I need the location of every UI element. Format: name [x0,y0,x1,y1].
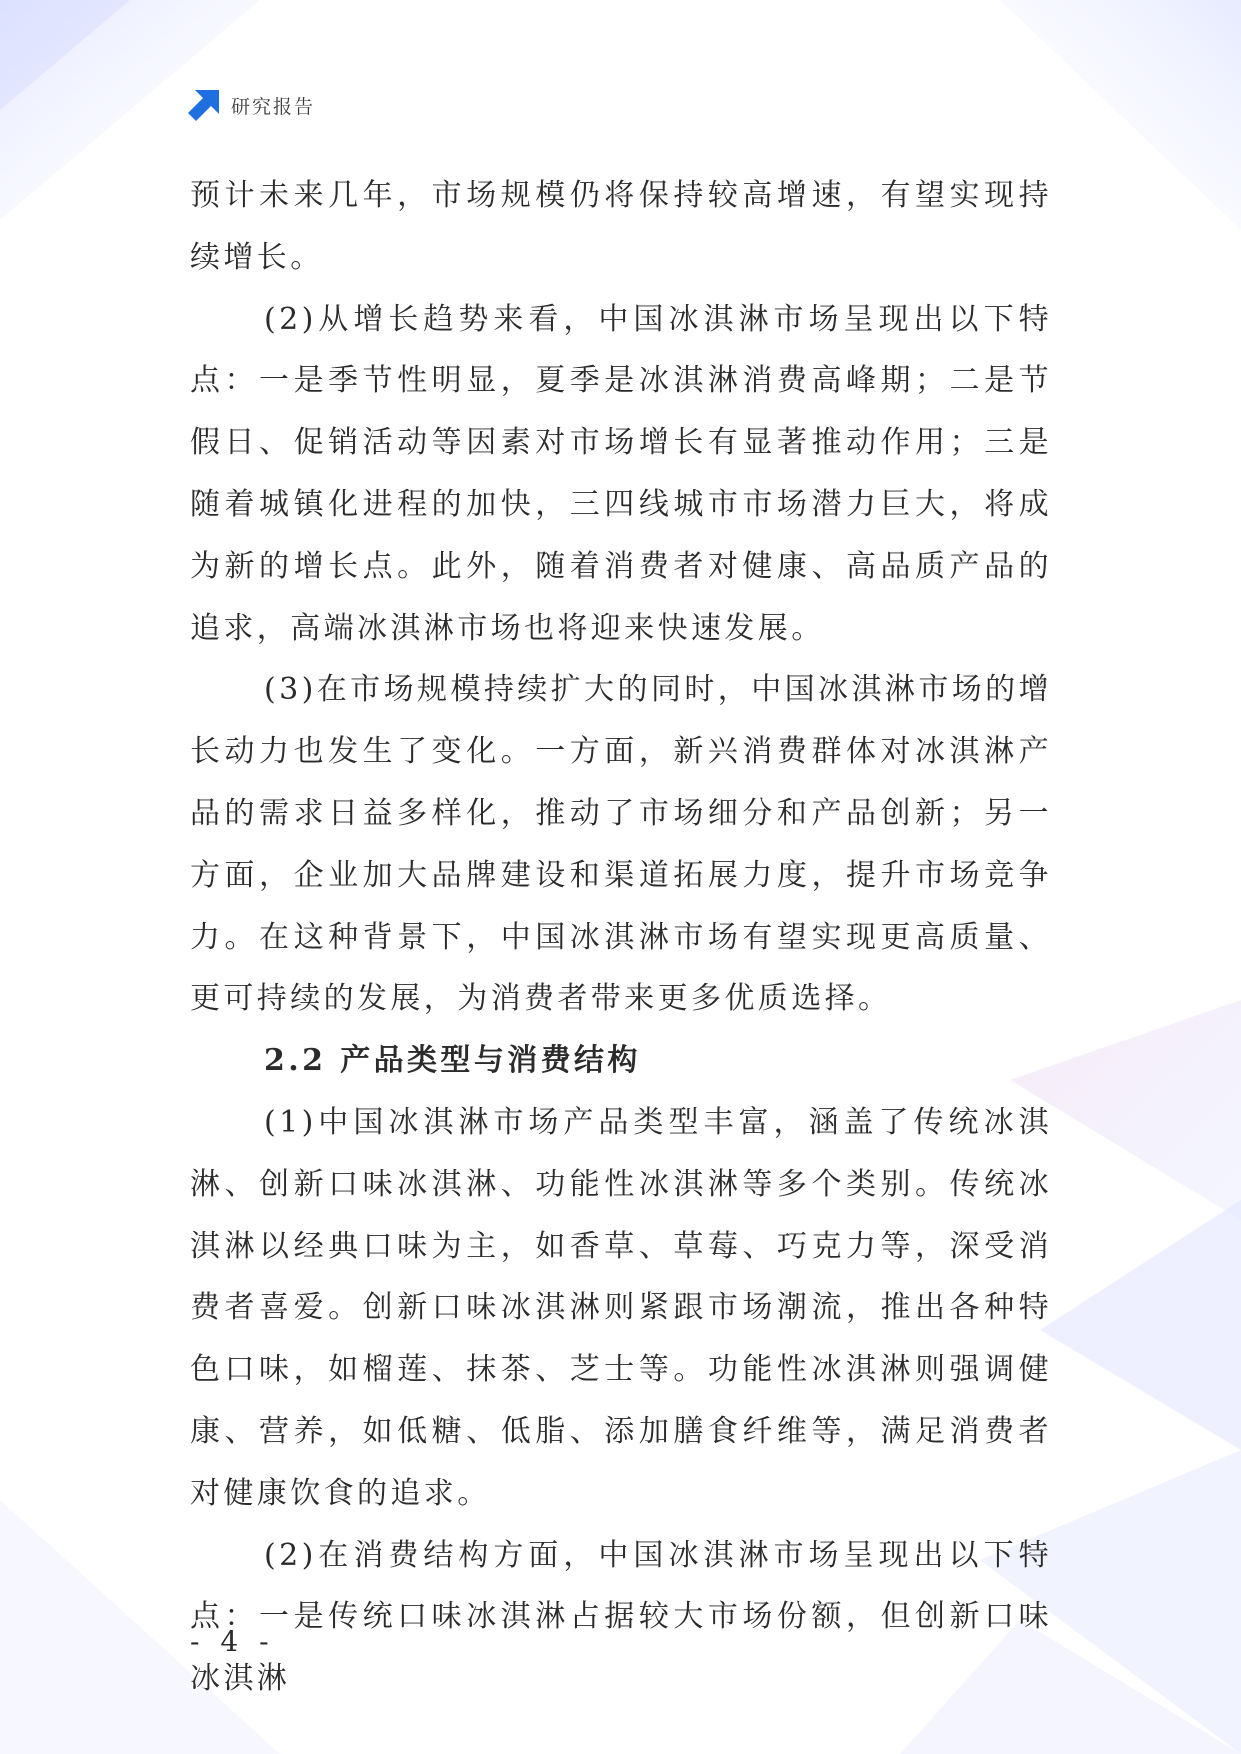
header-title: 研究报告 [231,95,316,118]
document-body [190,165,1052,1710]
page-number: - 4 - [190,1625,275,1658]
paragraph-continued: 预计未来几年，市场规模仍将保持较高增速，有望实现持续增长。 [190,178,1052,275]
report-header [187,88,315,122]
paragraph-product-types: (1)中国冰淇淋市场产品类型丰富，涵盖了传统冰淇淋、创新口味冰淇淋、功能性冰淇淋等多个类别。传统冰淇淋以经典口味为主，如香草、草莓、巧克力等，深受消费者喜爱。创新口味冰淇淋则紧跟市场潮流，推出各种特色口味，如榴莲、抹茶、芝士等。功能性冰淇淋则强调健康、营养，如低糖、低脂、添加膳食纤维等，满足消费者对健康饮食的追求。 [190,1104,1052,1511]
paragraph-consumption-structure: (2)在消费结构方面，中国冰淇淋市场呈现出以下特点：一是传统口味冰淇淋占据较大市场份额，但创新口味冰淇淋 [190,1537,1052,1697]
arrow-up-right-icon [187,88,221,122]
section-heading: 2.2 产品类型与消费结构 [264,1043,641,1079]
paragraph-growth-drivers: (3)在市场规模持续扩大的同时，中国冰淇淋市场的增长动力也发生了变化。一方面，新兴消费群体对冰淇淋产品的需求日益多样化，推动了市场细分和产品创新；另一方面，企业加大品牌建设和渠道拓展力度，提升市场竞争力。在这种背景下，中国冰淇淋市场有望实现更高质量、更可持续的发展，为消费者带来更多优质选择。 [190,672,1052,1017]
paragraph-growth-trend: (2)从增长趋势来看，中国冰淇淋市场呈现出以下特点：一是季节性明显，夏季是冰淇淋消费高峰期；二是节假日、促销活动等因素对市场增长有显著推动作用；三是随着城镇化进程的加快，三四线城市市场潜力巨大，将成为新的增长点。此外，随着消费者对健康、高品质产品的追求，高端冰淇淋市场也将迎来快速发展。 [190,301,1052,646]
